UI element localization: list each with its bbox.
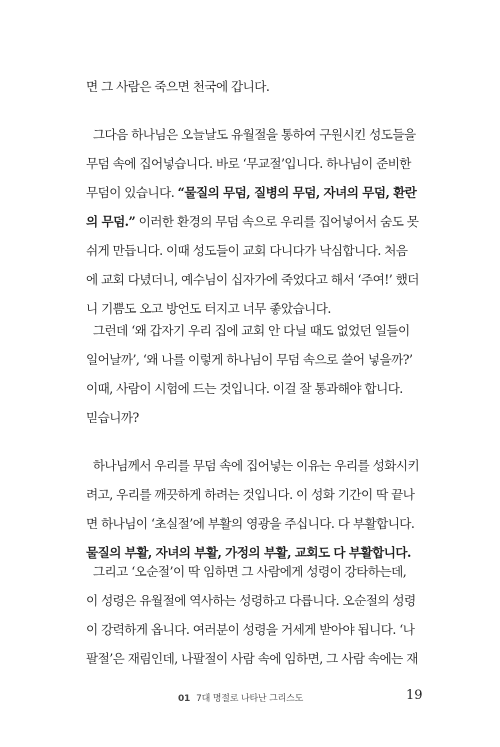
text-line (86, 120, 428, 149)
paragraph-2 (86, 120, 428, 323)
bold-text: “물질의 무덤, 질병의 무덤, 자녀의 무덤, 환란 (177, 185, 417, 200)
paragraph-1 (86, 72, 428, 101)
text-line (86, 480, 428, 509)
text-run: 쉬게 만듭니다. 이때 성도들이 교회 다니다가 낙심합니다. 처음 (86, 243, 408, 258)
text-run: 면 하나님이 ‘초실절’에 부활의 영광을 주십니다. 다 부활합니다. (86, 516, 415, 531)
chapter-title: 7대 명절로 나타난 그리스도 (196, 694, 304, 704)
text-run: 이 강력하게 옵니다. 여러분이 성령을 거세게 받아야 됩니다. ‘나 (86, 622, 415, 637)
paragraph-3 (86, 316, 428, 432)
text-line (86, 207, 428, 236)
text-run: 이 성령은 유월절에 역사하는 성령하고 다릅니다. 오순절의 성령 (86, 593, 416, 608)
text-run: 이때, 사람이 시험에 드는 것입니다. 이걸 잘 통과해야 합니다. (86, 381, 403, 396)
text-line (86, 509, 428, 538)
text-line (86, 236, 428, 265)
text-line (86, 345, 428, 374)
page-number: 19 (406, 688, 423, 703)
text-run: 니 기쁨도 오고 방언도 터지고 너무 좋았습니다. (86, 301, 331, 316)
paragraph-5 (86, 557, 428, 673)
paragraph-4 (86, 451, 428, 567)
text-line (86, 265, 428, 294)
bold-text: 의 무덤.” (86, 214, 136, 229)
text-run: 팔절’은 재림인데, 나팔절이 사람 속에 임하면, 그 사람 속에는 재 (86, 651, 418, 666)
text-run: 하나님께서 우리를 무덤 속에 집어넣는 이유는 우리를 성화시키 (86, 458, 420, 473)
text-run: 면 그 사람은 죽으면 천국에 갑니다. (86, 79, 270, 94)
running-footer (178, 691, 303, 704)
text-line (86, 644, 428, 673)
text-run: 그리고 ‘오순절’이 딱 임하면 그 사람에게 성령이 강타하는데, (86, 564, 407, 579)
text-line (86, 178, 428, 207)
text-line (86, 615, 428, 644)
text-run: 일어날까’, ‘왜 나를 이렇게 하나님이 무덤 속으로 쓸어 넣을까?’ (86, 352, 413, 367)
text-run: 려고, 우리를 깨끗하게 하려는 것입니다. 이 성화 기간이 딱 끝나 (86, 487, 415, 502)
text-line (86, 586, 428, 615)
text-line (86, 557, 428, 586)
text-line (86, 72, 428, 101)
text-run: 그다음 하나님은 오늘날도 유월절을 통하여 구원시킨 성도들을 (86, 127, 416, 142)
text-run: 무덤 속에 집어넣습니다. 바로 ‘무교절’입니다. 하나님이 준비한 (86, 156, 411, 171)
text-run: 이러한 환경의 무덤 속으로 우리를 집어넣어서 숨도 못 (135, 214, 419, 229)
text-line (86, 374, 428, 403)
chapter-number: 01 (178, 694, 191, 704)
text-line (86, 149, 428, 178)
page-footer (0, 688, 500, 708)
text-line (86, 403, 428, 432)
text-run: 무덤이 있습니다. (86, 185, 178, 200)
text-run: 믿습니까? (86, 410, 139, 425)
text-line (86, 316, 428, 345)
bold-text: 물질의 부활, 자녀의 부활, 가정의 부활, 교회도 다 부활합니다. (86, 545, 411, 560)
text-run: 에 교회 다녔더니, 예수님이 십자가에 죽었다고 해서 ‘주여!’ 했더 (86, 272, 419, 287)
text-line (86, 451, 428, 480)
text-run: 그런데 ‘왜 갑자기 우리 집에 교회 안 다닐 때도 없었던 일들이 (86, 323, 410, 338)
